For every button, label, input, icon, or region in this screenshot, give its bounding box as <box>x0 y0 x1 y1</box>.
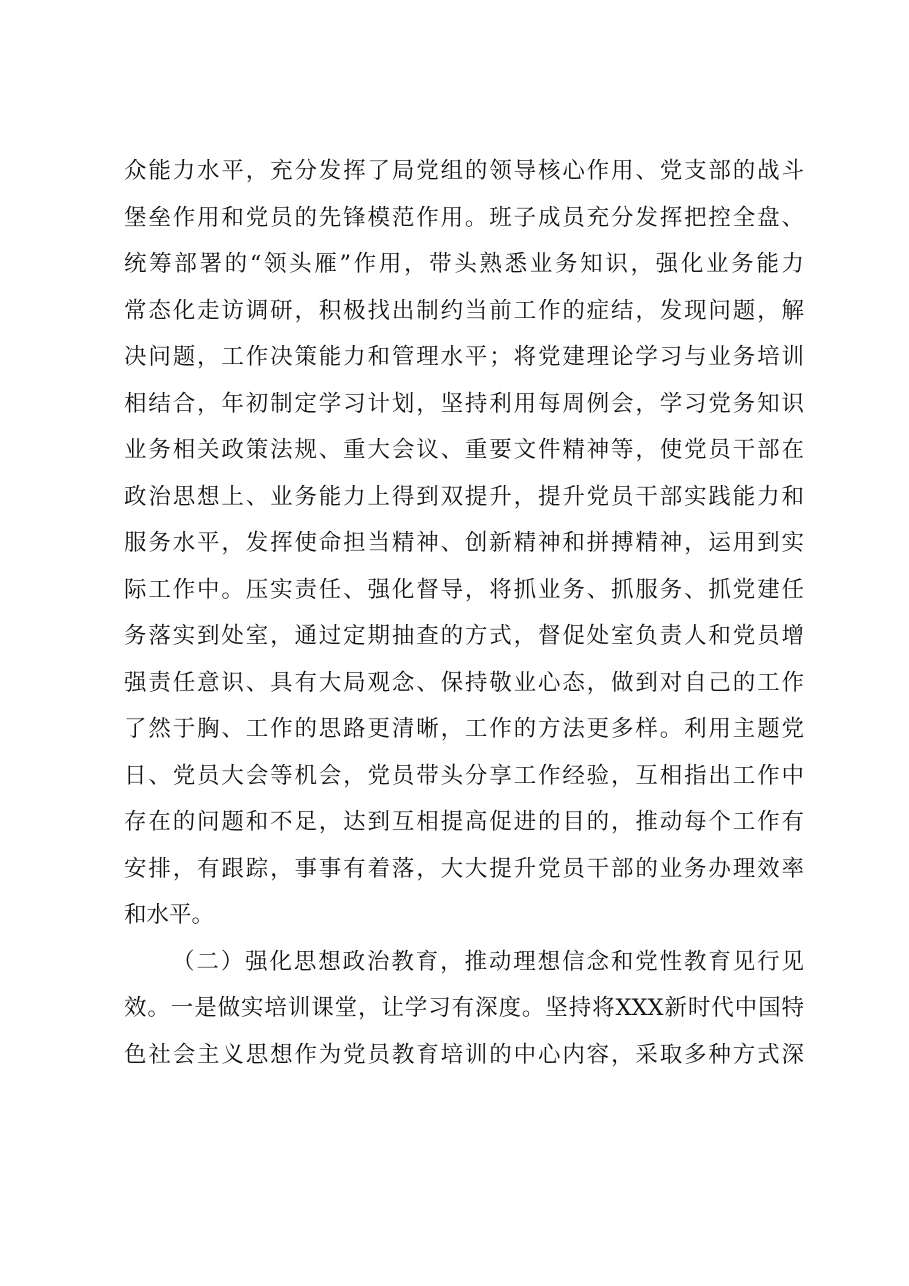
text-line: 存在的问题和不足，达到互相提高促进的目的，推动每个工作有 <box>124 809 804 835</box>
text-line: 服务水平，发挥使命担当精神、创新精神和拼搏精神，运用到实 <box>124 530 804 556</box>
text-line: 务落实到处室，通过定期抽查的方式，督促处室负责人和党员增 <box>124 623 804 649</box>
paragraph-end-line: 和水平。 <box>124 902 215 928</box>
text-line: 统筹部署的“领头雁”作用，带头熟悉业务知识，强化业务能力 <box>124 251 804 277</box>
text-line: 众能力水平，充分发挥了局党组的领导核心作用、党支部的战斗 <box>124 158 804 184</box>
text-line: 常态化走访调研，积极找出制约当前工作的症结，发现问题，解 <box>124 297 804 324</box>
text-line: 日、党员大会等机会，党员带头分享工作经验，互相指出工作中 <box>124 762 804 789</box>
text-line: 决问题，工作决策能力和管理水平；将党建理论学习与业务培训 <box>124 344 804 370</box>
section-heading-line: （二）强化思想政治教育，推动理想信念和党性教育见行见 <box>172 948 804 975</box>
text-line: 强责任意识、具有大局观念、保持敬业心态，做到对自己的工作 <box>124 669 804 696</box>
text-line: 相结合，年初制定学习计划，坚持利用每周例会，学习党务知识 <box>124 390 804 417</box>
text-line: 色社会主义思想作为党员教育培训的中心内容，采取多种方式深 <box>124 1041 804 1068</box>
text-line: 堡垒作用和党员的先锋模范作用。班子成员充分发挥把控全盘、 <box>124 204 804 231</box>
text-line: 际工作中。压实责任、强化督导，将抓业务、抓服务、抓党建任 <box>124 576 804 603</box>
text-line: 了然于胸、工作的思路更清晰，工作的方法更多样。利用主题党 <box>124 716 804 742</box>
text-line: 效。一是做实培训课堂，让学习有深度。坚持将XXX新时代中国特 <box>124 995 804 1021</box>
text-line: 政治思想上、业务能力上得到双提升，提升党员干部实践能力和 <box>124 483 804 510</box>
text-line: 安排，有跟踪，事事有着落，大大提升党员干部的业务办理效率 <box>124 855 804 882</box>
text-line: 业务相关政策法规、重大会议、重要文件精神等，使党员干部在 <box>124 437 804 463</box>
body-text <box>124 148 804 1078</box>
